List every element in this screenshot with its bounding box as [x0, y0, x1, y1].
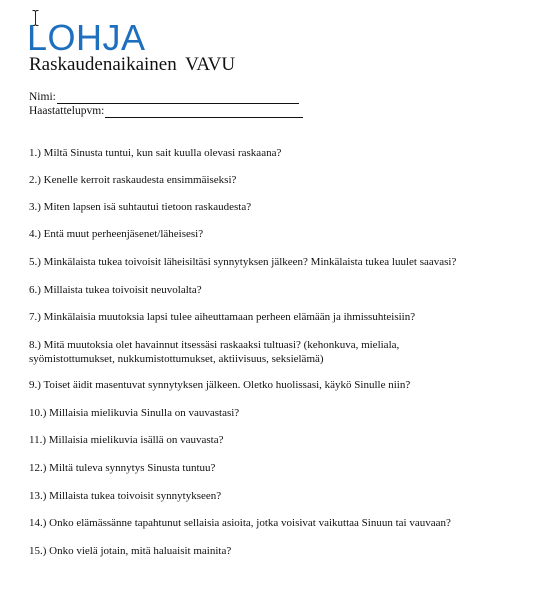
- name-field[interactable]: [29, 90, 299, 104]
- name-label: Nimi:: [29, 91, 56, 103]
- question-3: 3.) Miten lapsen isä suhtautui tietoon raskaudesta?: [29, 201, 252, 213]
- question-15: 15.) Onko vielä jotain, mitä haluaisit mainita?: [29, 545, 232, 557]
- question-13: 13.) Millaista tukea toivoisit synnytykseen?: [29, 490, 222, 502]
- question-10: 10.) Millaisia mielikuvia Sinulla on vauvastasi?: [29, 407, 240, 419]
- interview-date-label: Haastattelupvm:: [29, 105, 105, 117]
- interview-date-field[interactable]: [29, 104, 303, 118]
- interview-date-underline[interactable]: [105, 105, 303, 118]
- question-7: 7.) Minkälaisia muutoksia lapsi tulee aiheuttamaan perheen elämään ja ihmissuhteisiin?: [29, 311, 416, 323]
- question-5: 5.) Minkälaista tukea toivoisit läheisiltäsi synnytyksen jälkeen? Minkälaista tukea luulet saavasi?: [29, 256, 457, 268]
- question-4: 4.) Entä muut perheenjäsenet/läheisesi?: [29, 228, 204, 240]
- lohja-logo: LOHJA: [27, 17, 146, 58]
- question-1: 1.) Miltä Sinusta tuntui, kun sait kuulla olevasi raskaana?: [29, 147, 282, 159]
- question-8: 8.) Mitä muutoksia olet havainnut itsessäsi raskaaksi tultuasi? (kehonkuva, mieliala, syömistottumukset, nukkumistottumukset, aktiivisuus, seksielämä): [29, 339, 400, 365]
- question-12: 12.) Miltä tuleva synnytys Sinusta tuntuu?: [29, 462, 216, 474]
- question-14: 14.) Onko elämässänne tapahtunut sellaisia asioita, jotka voisivat vaikuttaa Sinuun tai vauvaan?: [29, 517, 451, 529]
- document-title: Raskaudenaikainen VAVU: [29, 54, 236, 75]
- question-9: 9.) Toiset äidit masentuvat synnytyksen jälkeen. Oletko huolissasi, käykö Sinulle niin?: [29, 379, 411, 391]
- question-2: 2.) Kenelle kerroit raskaudesta ensimmäiseksi?: [29, 174, 237, 186]
- question-11: 11.) Millaisia mielikuvia isällä on vauvasta?: [29, 434, 224, 446]
- question-6: 6.) Millaista tukea toivoisit neuvolalta?: [29, 284, 202, 296]
- name-underline[interactable]: [57, 91, 299, 104]
